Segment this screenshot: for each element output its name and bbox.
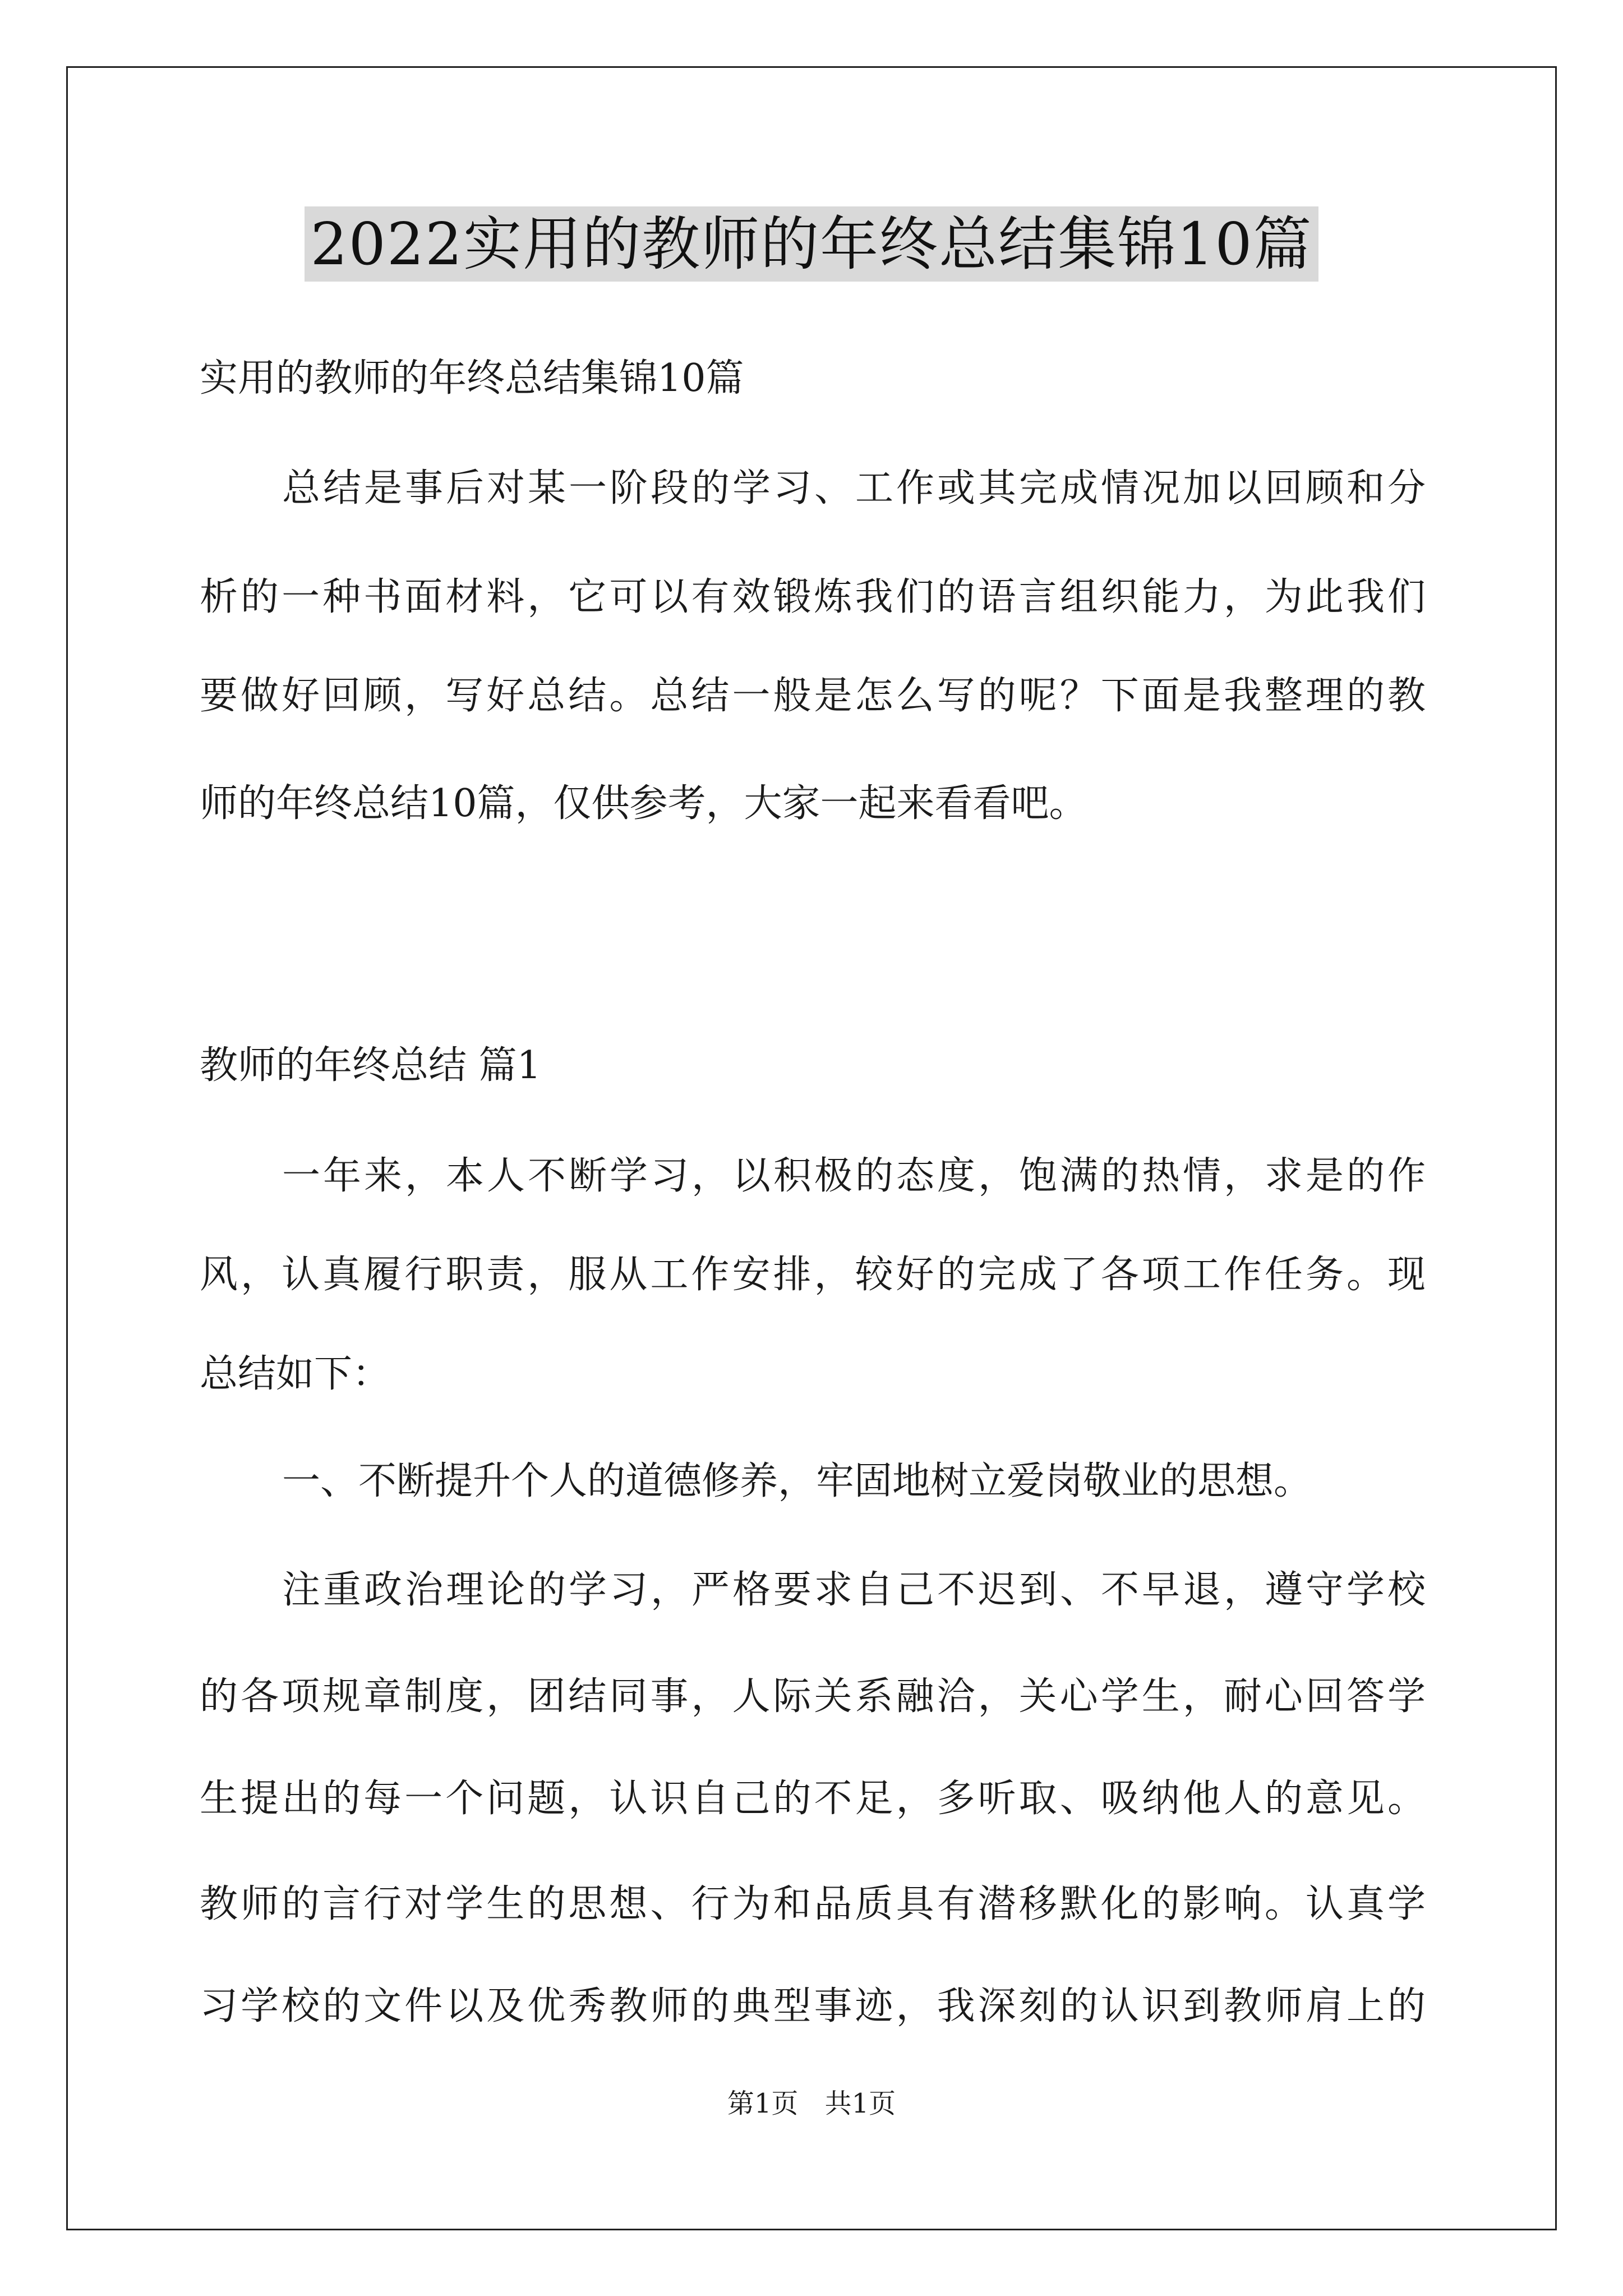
document-title: 2022实用的教师的年终总结集锦10篇	[305, 206, 1318, 282]
page-number-current: 第1页	[727, 2088, 799, 2119]
intro-line-2: 析的一种书面材料，它可以有效锻炼我们的语言组织能力，为此我们	[200, 575, 1426, 619]
document-subtitle: 实用的教师的年终总结集锦10篇	[200, 356, 744, 401]
intro-line-1: 总结是事后对某一阶段的学习、工作或其完成情况加以回顾和分	[282, 466, 1426, 510]
section-para2-line-2: 的各项规章制度，团结同事，人际关系融洽，关心学生，耐心回答学	[200, 1674, 1426, 1719]
page-number-total: 共1页	[824, 2088, 896, 2119]
section-para2-line-3: 生提出的每一个问题，认识自己的不足，多听取、吸纳他人的意见。	[200, 1777, 1426, 1821]
intro-line-3: 要做好回顾，写好总结。总结一般是怎么写的呢？下面是我整理的教	[200, 674, 1426, 718]
title-container	[0, 206, 1623, 282]
section-heading: 教师的年终总结 篇1	[200, 1043, 541, 1088]
section-para2-line-1: 注重政治理论的学习，严格要求自己不迟到、不早退，遵守学校	[282, 1568, 1426, 1612]
page-footer	[0, 2087, 1623, 2120]
section-para1-line-1: 一年来，本人不断学习，以积极的态度，饱满的热情，求是的作	[282, 1154, 1426, 1198]
section-para1-line-2: 风，认真履行职责，服从工作安排，较好的完成了各项工作任务。现	[200, 1253, 1426, 1297]
section-para2-line-4: 教师的言行对学生的思想、行为和品质具有潜移默化的影响。认真学	[200, 1882, 1426, 1926]
point-one: 一、不断提升个人的道德修养，牢固地树立爱岗敬业的思想。	[282, 1459, 1312, 1503]
section-para1-line-3: 总结如下：	[200, 1352, 391, 1396]
intro-line-4: 师的年终总结10篇，仅供参考，大家一起来看看吧。	[200, 781, 1087, 826]
section-para2-line-5: 习学校的文件以及优秀教师的典型事迹，我深刻的认识到教师肩上的	[200, 1984, 1426, 2028]
